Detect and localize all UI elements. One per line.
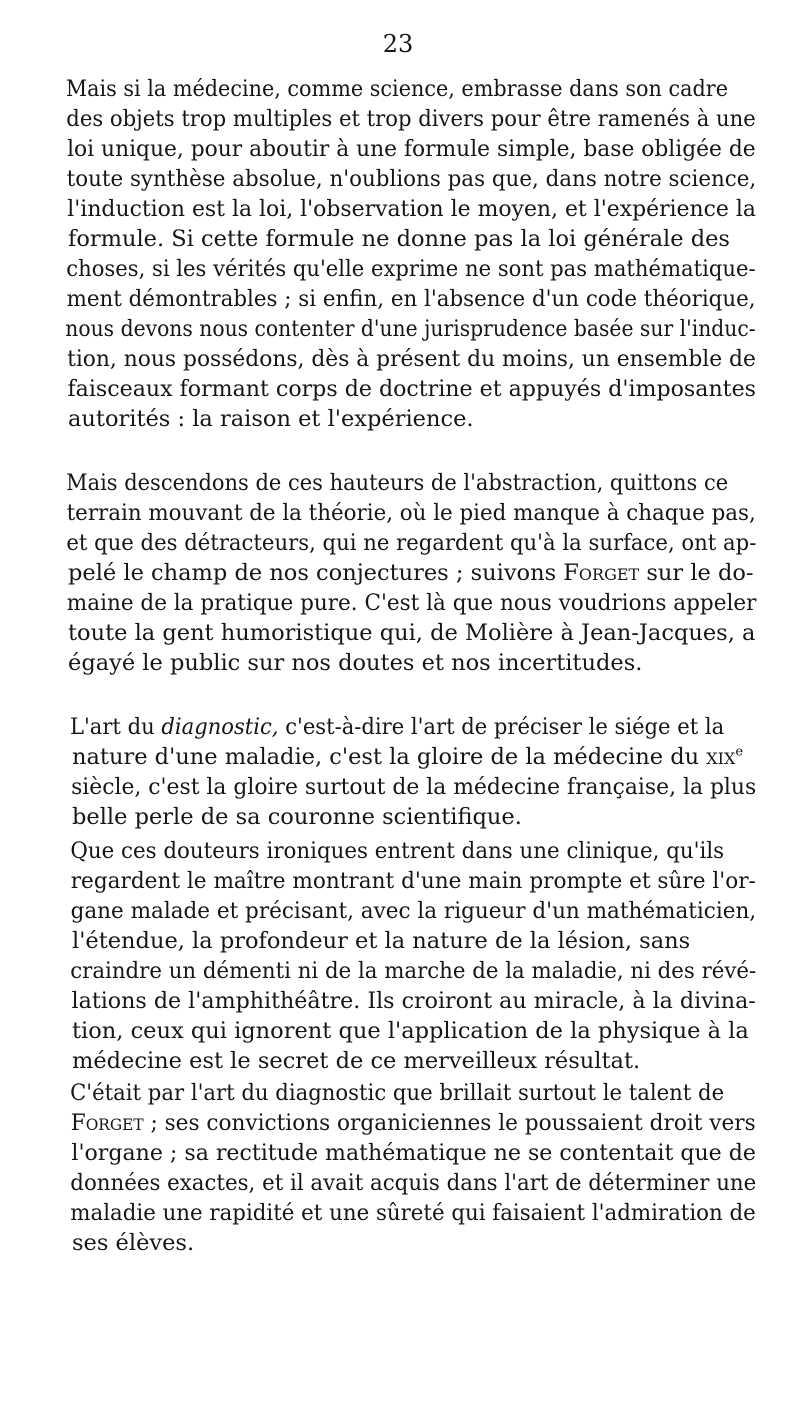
text-line: médecine est le secret de ce merveilleux résultat. bbox=[72, 1048, 641, 1074]
text-line: lations de l'amphithéâtre. Ils croiront au miracle, à la divina- bbox=[71, 988, 756, 1014]
text-line: belle perle de sa couronne scientifique. bbox=[72, 804, 522, 830]
text-line bbox=[40, 1108, 756, 1138]
author-name: Forget bbox=[563, 560, 640, 586]
text-line bbox=[40, 742, 756, 772]
paragraph-3 bbox=[40, 712, 756, 832]
text-line: ment démontrables ; si enfin, en l'absence d'un code théorique, bbox=[66, 286, 756, 312]
text-line bbox=[40, 558, 756, 588]
text-run: c'est-à-dire l'art de préciser le siége et la bbox=[278, 714, 725, 740]
text-line: l'étendue, la profondeur et la nature de la lésion, sans bbox=[72, 928, 691, 954]
text-line: choses, si les vérités qu'elle exprime ne sont pas mathématique- bbox=[66, 256, 756, 282]
text-line: des objets trop multiples et trop divers pour être ramenés à une bbox=[66, 106, 756, 132]
text-line: Mais si la médecine, comme science, embrasse dans son cadre bbox=[65, 76, 729, 102]
text-run: ; ses convictions organiciennes le poussaient droit vers bbox=[143, 1110, 756, 1136]
paragraph-5 bbox=[40, 1078, 756, 1258]
paragraph-4 bbox=[40, 836, 756, 1076]
century-numeral: xix bbox=[706, 744, 736, 770]
text-line: toute synthèse absolue, n'oublions pas que, dans notre science, bbox=[66, 166, 757, 192]
text-line: terrain mouvant de la théorie, où le pied manque à chaque pas, bbox=[66, 500, 756, 526]
text-line: l'induction est la loi, l'observation le moyen, et l'expérience la bbox=[67, 196, 756, 222]
text-line: l'organe ; sa rectitude mathématique ne se contentait que de bbox=[71, 1140, 756, 1166]
text-line: données exactes, et il avait acquis dans l'art de déterminer une bbox=[70, 1170, 757, 1196]
text-line: Mais descendons de ces hauteurs de l'abstraction, quittons ce bbox=[66, 470, 729, 496]
text-run: pelé le champ de nos conjectures ; suivons bbox=[68, 560, 564, 586]
text-line: maine de la pratique pure. C'est là que nous voudrions appeler bbox=[66, 590, 757, 616]
text-run: L'art du bbox=[69, 714, 162, 740]
text-line: loi unique, pour aboutir à une formule simple, base obligée de bbox=[67, 136, 756, 162]
text-line: égayé le public sur nos doutes et nos incertitudes. bbox=[68, 650, 643, 676]
text-line: tion, nous possédons, dès à présent du moins, un ensemble de bbox=[67, 346, 756, 372]
text-line: et que des détracteurs, qui ne regardent qu'à la surface, ont ap- bbox=[66, 530, 757, 556]
text-line: gane malade et précisant, avec la rigueur d'un mathématicien, bbox=[70, 898, 757, 924]
text-line: Que ces douteurs ironiques entrent dans une clinique, qu'ils bbox=[70, 838, 725, 864]
text-line: toute la gent humoristique qui, de Molière à Jean-Jacques, a bbox=[68, 620, 756, 646]
text-line: tion, ceux qui ignorent que l'application de la physique à la bbox=[72, 1018, 749, 1044]
text-line: C'était par l'art du diagnostic que brillait surtout le talent de bbox=[70, 1080, 725, 1106]
text-run: nature d'une maladie, c'est la gloire de la médecine du bbox=[72, 744, 707, 770]
text-line: craindre un démenti ni de la marche de la maladie, ni des révé- bbox=[70, 958, 757, 984]
page-number: 23 bbox=[382, 30, 414, 58]
paragraph-1 bbox=[40, 74, 756, 434]
text-line: nous devons nous contenter d'une jurisprudence basée sur l'induc- bbox=[65, 316, 756, 342]
paragraph-2 bbox=[40, 468, 756, 678]
italic-term: diagnostic, bbox=[161, 714, 279, 740]
superscript: e bbox=[735, 744, 744, 760]
text-line: autorités : la raison et l'expérience. bbox=[68, 406, 474, 432]
text-line: maladie une rapidité et une sûreté qui faisaient l'admiration de bbox=[70, 1200, 756, 1226]
author-name: Forget bbox=[70, 1110, 144, 1136]
text-line: regardent le maître montrant d'une main prompte et sûre l'or- bbox=[70, 868, 756, 894]
text-line: siècle, c'est la gloire surtout de la médecine française, la plus bbox=[71, 774, 757, 800]
text-line: formule. Si cette formule ne donne pas la loi générale des bbox=[68, 226, 730, 252]
text-line bbox=[40, 712, 725, 742]
text-line: faisceaux formant corps de doctrine et appuyés d'imposantes bbox=[67, 376, 756, 402]
text-line: ses élèves. bbox=[72, 1230, 195, 1256]
text-run: sur le do- bbox=[639, 560, 754, 586]
